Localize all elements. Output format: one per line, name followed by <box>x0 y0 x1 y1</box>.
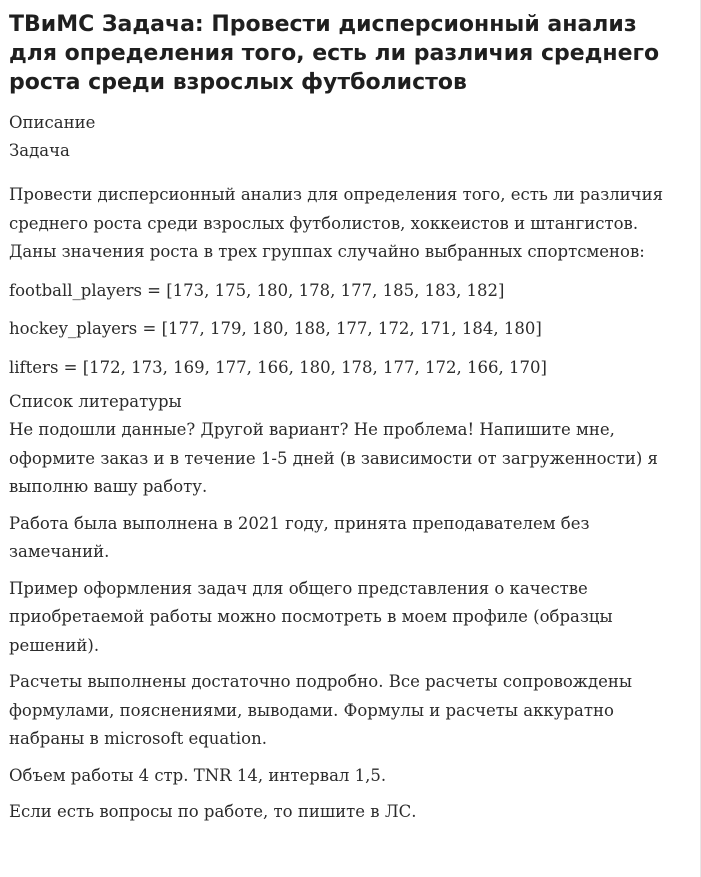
data-line-football: football_players = [173, 175, 180, 178, 177, 185, 183, 182] <box>9 280 505 300</box>
paragraph-calculations: Расчеты выполнены достаточно подробно. Все расчеты сопровождены формулами, пояснениями, выводами. Формулы и расчеты аккуратно набраны в microsoft equation. <box>9 672 633 748</box>
paragraph-accepted: Работа была выполнена в 2021 году, принята преподавателем без замечаний. <box>9 513 590 561</box>
task-label: Задача <box>9 141 70 160</box>
paragraph-offer: Не подошли данные? Другой вариант? Не проблема! Напишите мне, оформите заказ и в течение 1-5 дней (в зависимости от загруженности) я выполню вашу работу. <box>9 420 658 496</box>
paragraph-volume: Объем работы 4 стр. TNR 14, интервал 1,5. <box>9 765 387 785</box>
references-label: Список литературы <box>9 392 182 411</box>
paragraph-example: Пример оформления задач для общего представления о качестве приобретаемой работы можно посмотреть в моем профиле (образцы решений). <box>9 578 613 655</box>
description-label: Описание <box>9 113 96 132</box>
page-title: ТВиМС Задача: Провести дисперсионный анализ для определения того, есть ли различия среднего роста среди взрослых футболистов <box>9 12 660 95</box>
paragraph-contact: Если есть вопросы по работе, то пишите в ЛС. <box>9 802 417 821</box>
task-text: Провести дисперсионный анализ для определения того, есть ли различия среднего роста среди взрослых футболистов, хоккеистов и штангистов. Даны значения роста в трех группах случайно выбранных спортсменов: <box>9 185 663 261</box>
data-line-hockey: hockey_players = [177, 179, 180, 188, 177, 172, 171, 184, 180] <box>9 319 542 338</box>
data-line-lifters: lifters = [172, 173, 169, 177, 166, 180, 178, 177, 172, 166, 170] <box>9 357 547 377</box>
